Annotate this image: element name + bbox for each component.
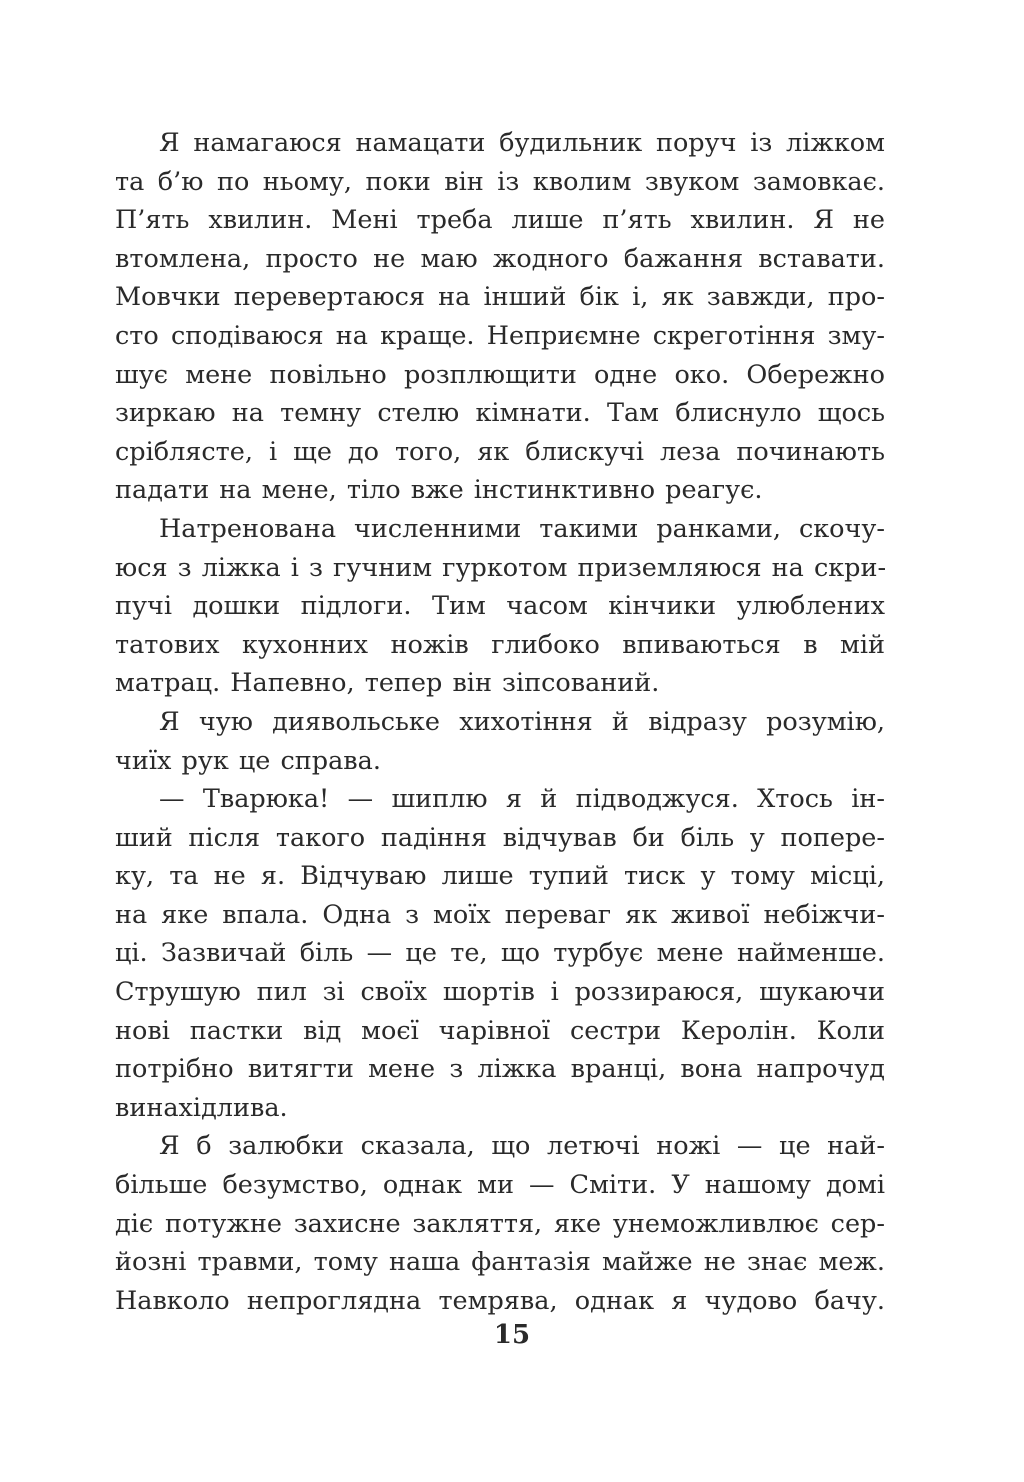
text-line: потрібно витягти мене з ліжка вранці, вона напрочуд xyxy=(115,1054,885,1085)
text-line: П’ять хвилин. Мені треба лише п’ять хвилин. Я не xyxy=(115,205,885,236)
text-line: Натренована численними такими ранками, скочу- xyxy=(159,513,885,544)
text-line: падати на мене, тіло вже інстинктивно реагує. xyxy=(115,475,763,506)
text-line: — Тварюка! — шиплю я й підводжуся. Хтось ін- xyxy=(159,784,885,815)
text-line: шує мене повільно розплющити одне око. Обережно xyxy=(115,359,885,390)
text-line: ці. Зазвичай біль — це те, що турбує мене найменше. xyxy=(115,938,885,969)
text-line: пучі дошки підлоги. Тим часом кінчики улюблених xyxy=(115,591,885,622)
paragraph-5 xyxy=(115,1127,885,1320)
text-line: сто сподіваюся на краще. Неприємне скреготіння зму- xyxy=(115,320,885,351)
text-line: Я намагаюся намацати будильник поруч із ліжком xyxy=(159,128,885,158)
text-line: Мовчки перевертаюся на інший бік і, як завжди, про- xyxy=(115,282,885,313)
text-line: Струшую пил зі своїх шортів і роззираюся, шукаючи xyxy=(115,977,885,1008)
text-line: Я чую диявольське хихотіння й відразу розумію, xyxy=(159,706,885,737)
text-line: більше безумство, однак ми — Сміти. У нашому домі xyxy=(115,1170,885,1201)
text-line: сріблясте, і ще до того, як блискучі леза починають xyxy=(115,436,885,467)
text-line: діє потужне захисне закляття, яке унеможливлює сер- xyxy=(115,1208,885,1239)
text-line: йозні травми, тому наша фантазія майже не знає меж. xyxy=(115,1247,885,1278)
paragraph-3 xyxy=(115,703,885,780)
text-line: юся з ліжка і з гучним гуркотом приземляюся на скри- xyxy=(115,552,887,583)
text-line: чиїх рук це справа. xyxy=(115,745,381,776)
text-line: Я б залюбки сказала, що летючі ножі — це най- xyxy=(159,1131,885,1162)
text-line: зиркаю на темну стелю кімнати. Там блиснуло щось xyxy=(115,398,885,429)
text-line: матрац. Напевно, тепер він зіпсований. xyxy=(115,668,660,699)
text-line: втомлена, просто не маю жодного бажання вставати. xyxy=(115,243,885,274)
paragraph-1 xyxy=(115,124,885,510)
text-line: Навколо непроглядна темрява, однак я чудово бачу. xyxy=(115,1285,885,1316)
text-line: ший після такого падіння відчував би біль у попере- xyxy=(115,822,885,853)
paragraph-4 xyxy=(115,780,885,1127)
text-line: та б’ю по ньому, поки він із кволим звуком замовкає. xyxy=(115,166,885,197)
text-line: нові пастки від моєї чарівної сестри Керолін. Коли xyxy=(115,1015,885,1046)
text-line: ку, та не я. Відчуваю лише тупий тиск у тому місці, xyxy=(115,861,885,892)
paragraph-2 xyxy=(115,510,885,703)
page-number: 15 xyxy=(493,1320,531,1350)
text-line: татових кухонних ножів глибоко впиваються в мій xyxy=(115,629,885,660)
book-page-text xyxy=(115,124,885,1320)
text-line: винахідлива. xyxy=(115,1092,288,1123)
text-line: на яке впала. Одна з моїх переваг як живої небіжчи- xyxy=(115,899,885,930)
